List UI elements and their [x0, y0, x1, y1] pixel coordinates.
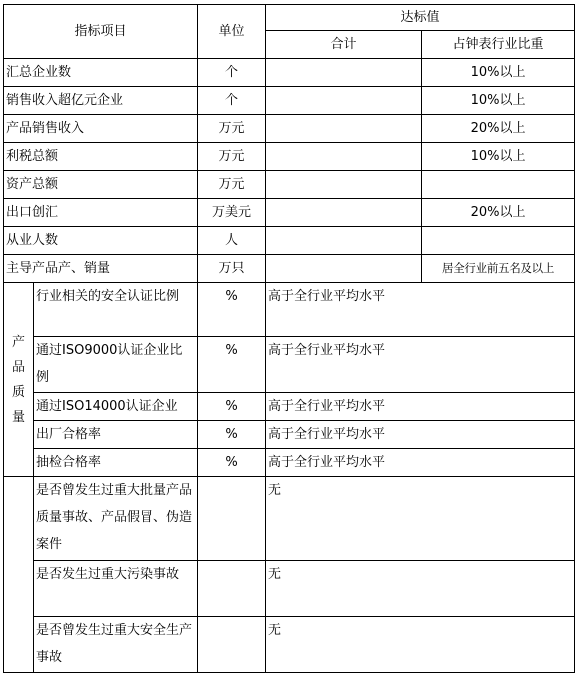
header-target: 达标值: [266, 5, 575, 31]
quality-row: [4, 421, 575, 449]
row-total: [266, 171, 422, 199]
row-unit: 个: [198, 87, 266, 115]
quality-value: 高于全行业平均水平: [266, 283, 575, 337]
quality-item: 抽检合格率: [34, 449, 198, 477]
row-item: 销售收入超亿元企业: [4, 87, 198, 115]
header-row: [4, 5, 575, 31]
quality-item: 行业相关的安全认证比例: [34, 283, 198, 337]
table-row: [4, 171, 575, 199]
quality-label-char: 量: [11, 409, 25, 425]
indicator-table: [3, 4, 575, 673]
row-unit: 万只: [198, 255, 266, 283]
row-share: 10%以上: [422, 143, 575, 171]
quality-unit: [198, 477, 266, 561]
table-row: [4, 59, 575, 87]
quality-label-char: 品: [11, 359, 25, 375]
row-item: 出口创汇: [4, 199, 198, 227]
row-share: 20%以上: [422, 199, 575, 227]
table-row: [4, 87, 575, 115]
row-unit: 人: [198, 227, 266, 255]
quality-item: 是否曾发生过重大安全生产事故: [34, 617, 198, 673]
row-total: [266, 255, 422, 283]
quality-row: [4, 477, 575, 561]
row-total: [266, 59, 422, 87]
row-item: 产品销售收入: [4, 115, 198, 143]
row-total: [266, 143, 422, 171]
quality-unit: [198, 561, 266, 617]
quality-unit: %: [198, 449, 266, 477]
row-unit: 万元: [198, 143, 266, 171]
quality-row: [4, 449, 575, 477]
row-total: [266, 87, 422, 115]
row-total: [266, 227, 422, 255]
row-item: 汇总企业数: [4, 59, 198, 87]
quality-unit: %: [198, 283, 266, 337]
quality-label-char: 产: [11, 334, 25, 350]
quality-value: 高于全行业平均水平: [266, 393, 575, 421]
row-share: 20%以上: [422, 115, 575, 143]
quality-label-char: 质: [11, 384, 25, 400]
row-total: [266, 199, 422, 227]
quality-row: [4, 617, 575, 673]
row-share: [422, 227, 575, 255]
quality-unit: [198, 617, 266, 673]
quality-value: 高于全行业平均水平: [266, 421, 575, 449]
quality-value: 高于全行业平均水平: [266, 337, 575, 393]
row-unit: 万元: [198, 171, 266, 199]
quality-value: 无: [266, 617, 575, 673]
quality-value: 高于全行业平均水平: [266, 449, 575, 477]
row-item: 资产总额: [4, 171, 198, 199]
header-total: 合计: [266, 31, 422, 59]
row-share: [422, 171, 575, 199]
table-row: [4, 255, 575, 283]
row-unit: 万美元: [198, 199, 266, 227]
quality-value: 无: [266, 561, 575, 617]
quality-item: 通过ISO14000认证企业: [34, 393, 198, 421]
header-unit: 单位: [198, 5, 266, 59]
table-row: [4, 227, 575, 255]
quality-row: [4, 561, 575, 617]
table-row: [4, 115, 575, 143]
quality-row: [4, 337, 575, 393]
header-item: 指标项目: [4, 5, 198, 59]
quality-group-label: [4, 283, 34, 477]
row-share: 居全行业前五名及以上: [422, 255, 575, 283]
quality-row: [4, 283, 575, 337]
row-item: 主导产品产、销量: [4, 255, 198, 283]
quality-group-blank: [4, 477, 34, 673]
quality-unit: %: [198, 421, 266, 449]
row-share: 10%以上: [422, 59, 575, 87]
header-share: 占钟表行业比重: [422, 31, 575, 59]
quality-item: 出厂合格率: [34, 421, 198, 449]
row-total: [266, 115, 422, 143]
table-row: [4, 143, 575, 171]
quality-value: 无: [266, 477, 575, 561]
quality-row: [4, 393, 575, 421]
row-item: 利税总额: [4, 143, 198, 171]
row-unit: 个: [198, 59, 266, 87]
table-row: [4, 199, 575, 227]
quality-item: 是否发生过重大污染事故: [34, 561, 198, 617]
quality-unit: %: [198, 337, 266, 393]
row-item: 从业人数: [4, 227, 198, 255]
quality-unit: %: [198, 393, 266, 421]
quality-item: 通过ISO9000认证企业比例: [34, 337, 198, 393]
quality-item: 是否曾发生过重大批量产品质量事故、产品假冒、伪造案件: [34, 477, 198, 561]
row-unit: 万元: [198, 115, 266, 143]
row-share: 10%以上: [422, 87, 575, 115]
